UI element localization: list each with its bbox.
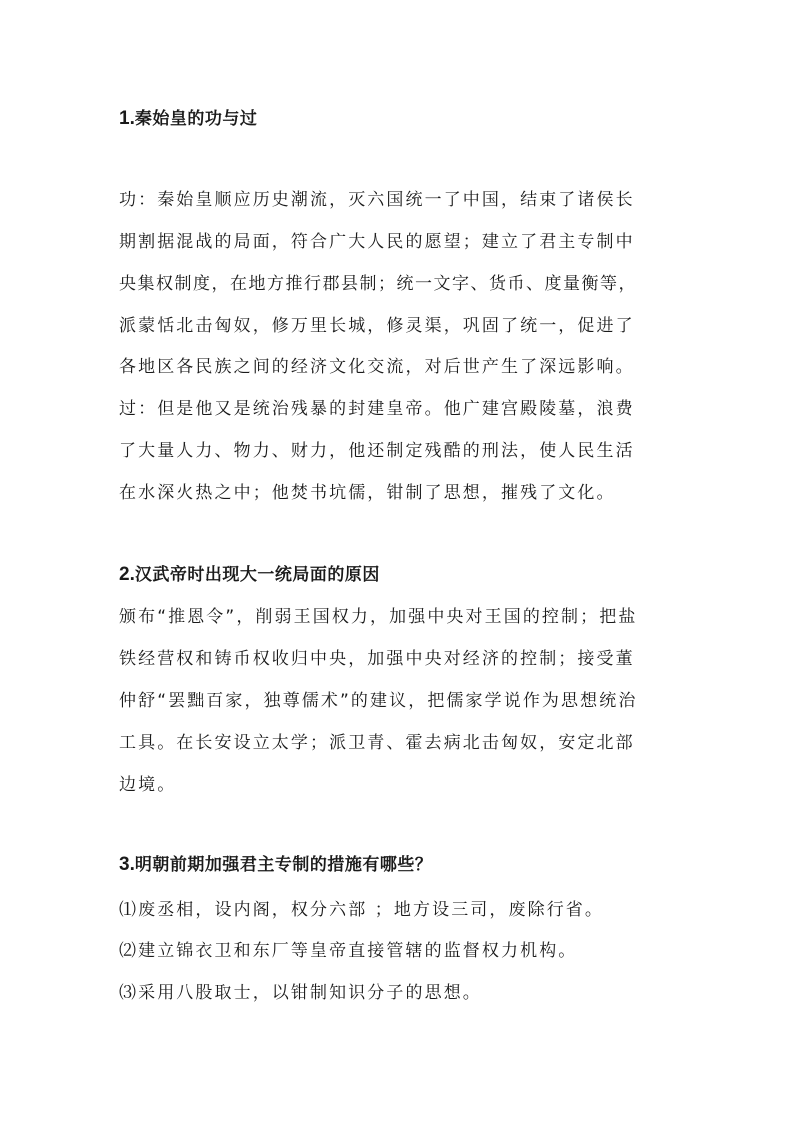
section-3-title: 明朝前期加强君主专制的措施有哪些？ bbox=[134, 855, 433, 875]
section-1-line: 期割据混战的局面，符合广大人民的愿望；建立了君主专制中 bbox=[119, 232, 635, 252]
section-1-line: 派蒙恬北击匈奴，修万里长城，修灵渠，巩固了统一，促进了 bbox=[119, 316, 635, 336]
section-3-line: ⑶采用八股取士，以钳制知识分子的思想。 bbox=[119, 983, 482, 1003]
section-2-line: 边境。 bbox=[119, 775, 177, 795]
section-2-line: 颁布“推恩令”，削弱王国权力，加强中央对王国的控制；把盐 bbox=[119, 607, 638, 627]
section-1-line: 功：秦始皇顺应历史潮流，灭六国统一了中国，结束了诸侯长 bbox=[119, 190, 635, 210]
section-3-number: 3. bbox=[119, 854, 135, 875]
section-1-line: 了大量人力、物力、财力，他还制定残酷的刑法，使人民生活 bbox=[119, 441, 635, 461]
section-2-line: 仲舒“罢黜百家，独尊儒术”的建议，把儒家学说作为思想统治 bbox=[119, 691, 638, 711]
section-1-title: 秦始皇的功与过 bbox=[134, 109, 258, 129]
section-1-number: 1. bbox=[119, 108, 135, 129]
section-2-heading bbox=[119, 563, 380, 587]
section-2-line: 铁经营权和铸币权收归中央，加强中央对经济的控制；接受董 bbox=[119, 649, 635, 669]
section-3-line: ⑵建立锦衣卫和东厂等皇帝直接管辖的监督权力机构。 bbox=[119, 941, 578, 961]
section-3-heading bbox=[119, 853, 432, 877]
section-1-line: 央集权制度，在地方推行郡县制；统一文字、货币、度量衡等， bbox=[119, 274, 637, 294]
section-2-title: 汉武帝时出现大一统局面的原因 bbox=[134, 565, 380, 585]
section-1-line: 过：但是他又是统治残暴的封建皇帝。他广建宫殿陵墓，浪费 bbox=[119, 399, 635, 419]
section-3-line: ⑴废丞相，设内阁，权分六部 ；地方设三司，废除行省。 bbox=[119, 900, 605, 920]
section-2-line: 工具。在长安设立太学；派卫青、霍去病北击匈奴，安定北部 bbox=[119, 733, 635, 753]
section-1-line: 各地区各民族之间的经济文化交流，对后世产生了深远影响。 bbox=[119, 357, 635, 377]
section-2-number: 2. bbox=[119, 564, 135, 585]
section-1-line: 在水深火热之中；他焚书坑儒，钳制了思想，摧残了文化。 bbox=[119, 483, 616, 503]
section-1-heading bbox=[119, 107, 257, 131]
